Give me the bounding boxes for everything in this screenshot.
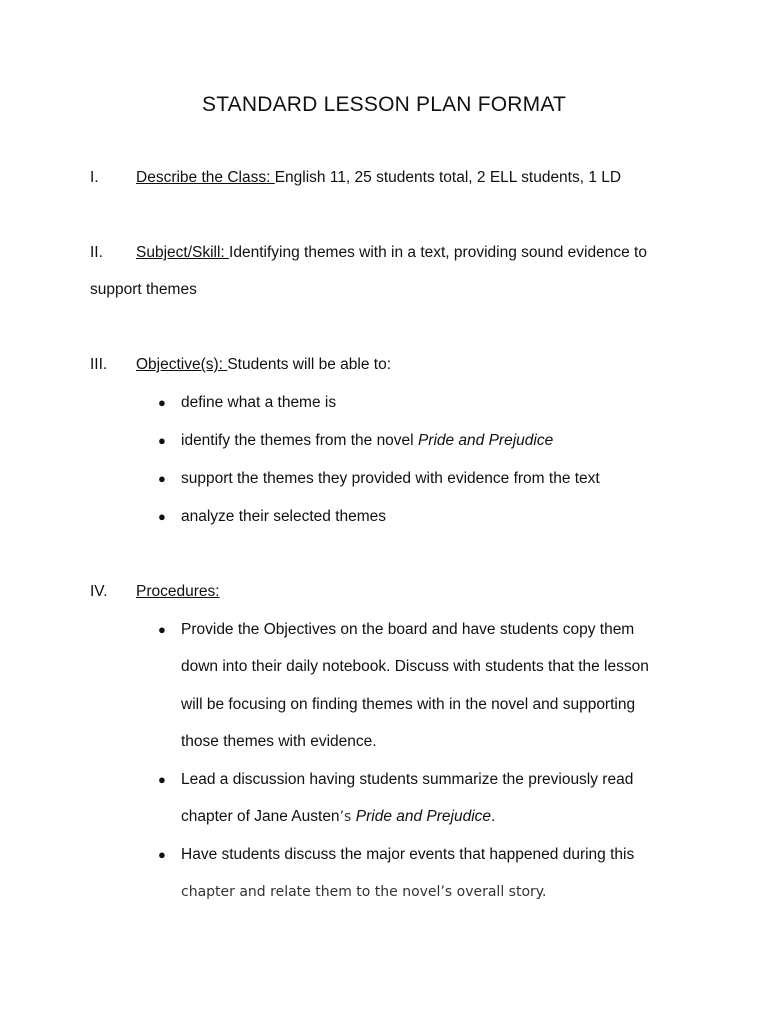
list-item-text	[181, 809, 495, 825]
list-item-text: will be focusing on finding themes with in the novel and supporting	[181, 696, 636, 713]
section-numeral: I.	[90, 169, 99, 186]
section-label: Objective(s):	[136, 356, 228, 373]
list-item-text	[181, 433, 553, 449]
list-item-text: down into their daily notebook. Discuss with students that the lesson	[181, 658, 649, 675]
section-numeral: II.	[90, 244, 103, 261]
book-title: Pride and Prejudice	[417, 432, 554, 449]
section-numeral: IV.	[90, 583, 108, 600]
section-text: Identifying themes with in a text, providing sound evidence to	[229, 244, 647, 261]
list-item-text: Lead a discussion having students summarize the previously read	[181, 771, 634, 788]
bullet-icon: ●	[158, 772, 166, 787]
list-item-text: Have students discuss the major events that happened during this	[181, 846, 635, 863]
bullet-icon: ●	[158, 395, 166, 410]
document-title: STANDARD LESSON PLAN FORMAT	[201, 93, 566, 116]
bullet-icon: ●	[158, 509, 166, 524]
list-item-text-plain: ’s	[339, 809, 356, 825]
list-item-text-plain: .	[491, 808, 496, 825]
bullet-icon: ●	[158, 471, 166, 486]
list-item-text: chapter and relate them to the novel’s overall story.	[181, 884, 547, 900]
book-title: Pride and Prejudice	[355, 808, 492, 825]
list-item-text: define what a theme is	[181, 394, 337, 411]
bullet-icon: ●	[158, 622, 166, 637]
list-item-text-plain: identify the themes from the novel	[181, 432, 418, 449]
bullet-icon: ●	[158, 433, 166, 448]
section-line	[136, 170, 621, 186]
section-text-continued: support themes	[90, 281, 197, 298]
list-item-text: those themes with evidence.	[181, 733, 377, 750]
bullet-icon: ●	[158, 847, 166, 862]
list-item-text: Provide the Objectives on the board and have students copy them	[181, 621, 635, 638]
section-line	[136, 357, 391, 373]
section-line	[136, 245, 647, 261]
list-item-text: support the themes they provided with evidence from the text	[181, 470, 600, 487]
section-numeral: III.	[90, 356, 108, 373]
section-label: Procedures:	[136, 583, 220, 600]
section-label: Subject/Skill:	[136, 244, 230, 261]
section-text: Students will be able to:	[227, 356, 392, 373]
list-item-text: analyze their selected themes	[181, 508, 387, 525]
list-item-text-plain: chapter of Jane Austen	[181, 808, 340, 825]
section-text: English 11, 25 students total, 2 ELL students, 1 LD	[274, 169, 622, 186]
section-label: Describe the Class:	[136, 169, 275, 186]
